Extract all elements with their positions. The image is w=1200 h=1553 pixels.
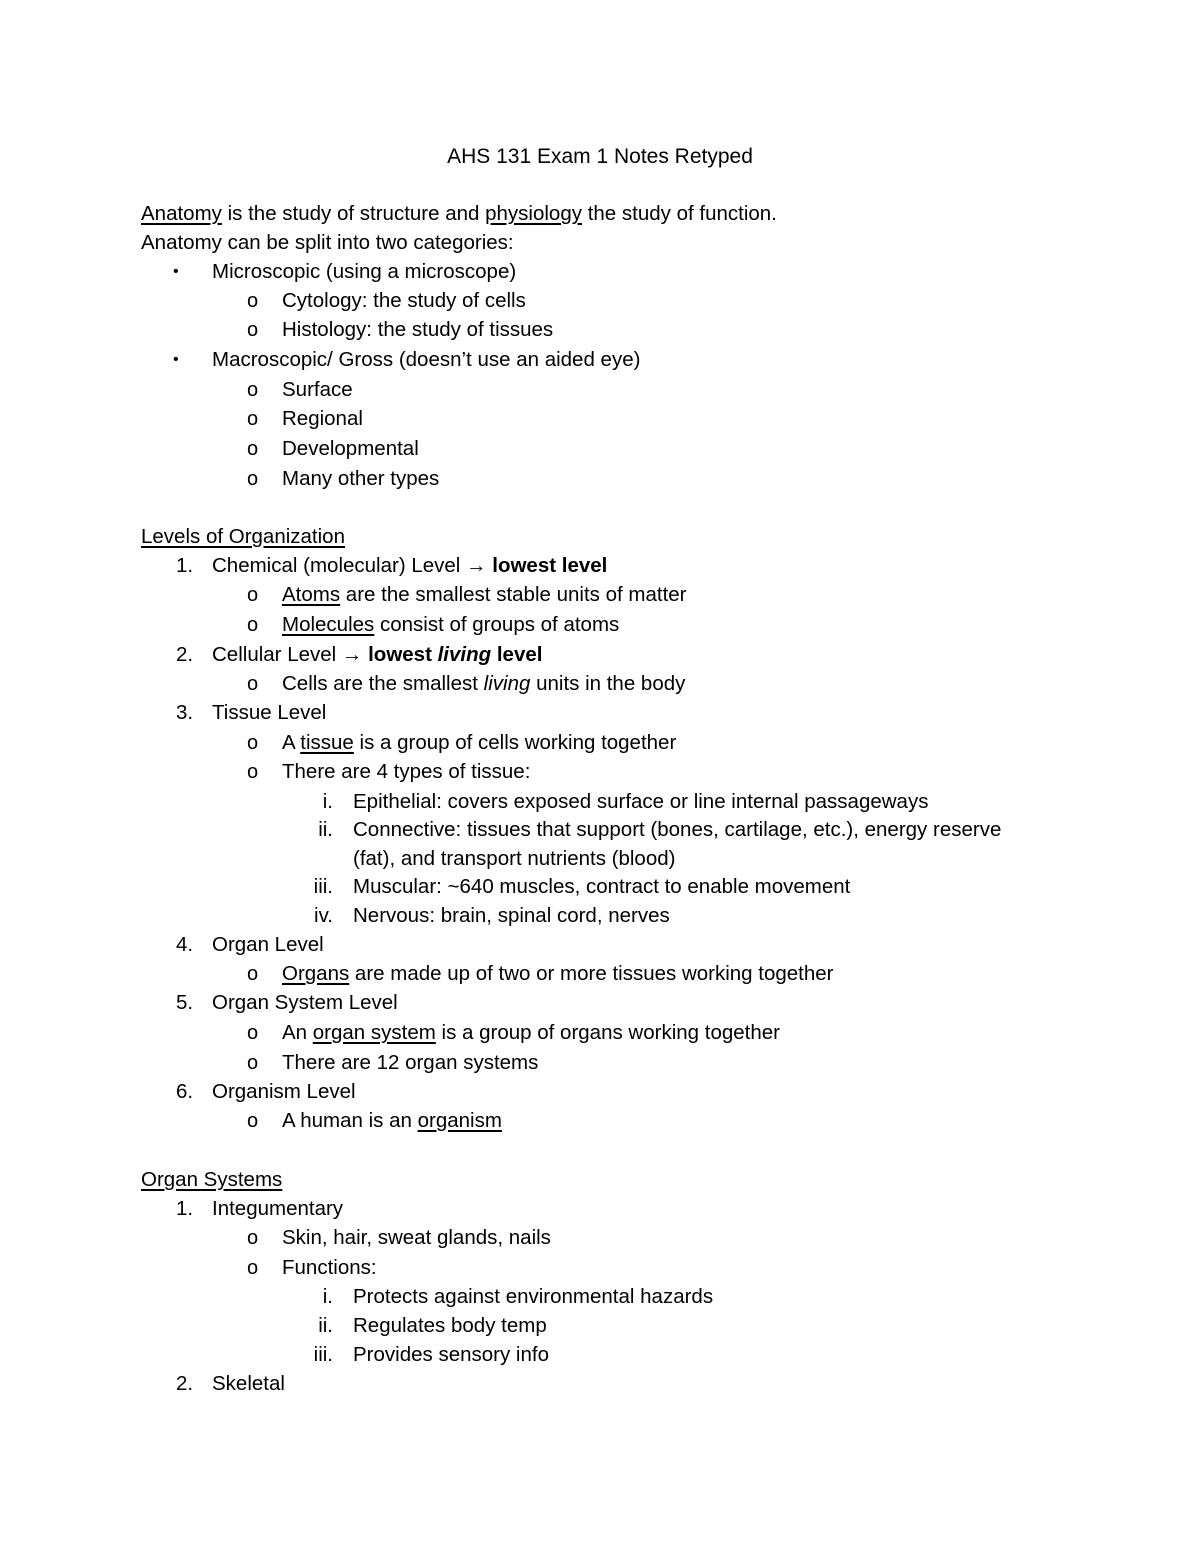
item-text: is a group of cells working together xyxy=(353,731,677,754)
sub-bullet-marker: o xyxy=(247,290,259,312)
list-item: There are 4 types of tissue: xyxy=(282,760,531,783)
arrow-icon: → xyxy=(341,643,363,666)
list-item: Histology: the study of tissues xyxy=(282,318,554,341)
item-text: is a group of organs working together xyxy=(435,1021,780,1044)
level-item xyxy=(212,556,607,577)
term-organs: Organs xyxy=(282,962,350,985)
item-text: are the smallest stable units of matter xyxy=(340,583,687,606)
list-item-continuation: (fat), and transport nutrients (blood) xyxy=(353,847,676,870)
sub-bullet-marker: o xyxy=(247,614,259,636)
list-item: Developmental xyxy=(282,437,419,460)
list-item xyxy=(282,964,834,985)
sub-bullet-marker: o xyxy=(247,963,259,985)
bullet-marker: • xyxy=(173,351,179,368)
level-emphasis: lowest level xyxy=(492,554,608,577)
item-text: A human is an xyxy=(282,1109,418,1132)
section-heading-organ-systems: Organ Systems xyxy=(141,1168,283,1191)
sub-bullet-marker: o xyxy=(247,1022,259,1044)
term-tissue: tissue xyxy=(300,731,354,754)
roman-numeral-text: iii. xyxy=(313,875,333,898)
item-text: units in the body xyxy=(530,672,686,695)
sub-bullet-marker: o xyxy=(247,761,259,783)
sub-bullet-marker: o xyxy=(247,408,259,430)
list-number: 3. xyxy=(176,701,194,724)
roman-numeral-text: iv. xyxy=(314,904,333,927)
arrow-icon: → xyxy=(466,554,487,577)
sub-bullet-marker: o xyxy=(247,468,259,490)
level-item xyxy=(212,645,542,666)
list-item: Many other types xyxy=(282,467,440,490)
bullet-marker: • xyxy=(173,263,179,280)
list-item xyxy=(282,733,676,754)
item-text: are made up of two or more tissues working together xyxy=(349,962,834,985)
list-item xyxy=(282,585,687,606)
term-atoms: Atoms xyxy=(282,583,341,606)
sub-bullet-marker: o xyxy=(247,584,259,606)
item-text: consist of groups of atoms xyxy=(374,613,620,636)
term-organism: organism xyxy=(417,1109,502,1132)
list-number: 2. xyxy=(176,1372,194,1395)
list-item: Epithelial: covers exposed surface or line internal passageways xyxy=(353,790,929,813)
sub-bullet-marker: o xyxy=(247,1052,259,1074)
level-emphasis: living xyxy=(437,643,492,666)
list-item xyxy=(282,1023,780,1044)
list-item: Connective: tissues that support (bones, cartilage, etc.), energy reserve xyxy=(353,818,1002,841)
item-text: Cells are the smallest xyxy=(282,672,484,695)
item-text: A xyxy=(282,731,301,754)
list-item xyxy=(282,1111,502,1132)
list-number: 6. xyxy=(176,1080,194,1103)
intro-text: is the study of structure and xyxy=(221,202,486,225)
list-item: Nervous: brain, spinal cord, nerves xyxy=(353,904,670,927)
sub-bullet-marker: o xyxy=(247,379,259,401)
system-item: Skeletal xyxy=(212,1372,285,1395)
list-item: Functions: xyxy=(282,1256,377,1279)
term-physiology: physiology xyxy=(485,202,582,225)
intro-text: the study of function. xyxy=(582,202,777,225)
list-item: Surface xyxy=(282,378,353,401)
list-item: Skin, hair, sweat glands, nails xyxy=(282,1226,551,1249)
sub-bullet-marker: o xyxy=(247,673,259,695)
list-item: Macroscopic/ Gross (doesn’t use an aided eye) xyxy=(212,348,641,371)
list-item xyxy=(282,615,619,636)
level-emphasis: lowest xyxy=(368,643,438,666)
sub-bullet-marker: o xyxy=(247,1110,259,1132)
list-number: 5. xyxy=(176,991,194,1014)
list-number: 1. xyxy=(176,554,194,577)
sub-bullet-marker: o xyxy=(247,1257,259,1279)
roman-numeral-text: ii. xyxy=(318,1314,333,1337)
item-text: An xyxy=(282,1021,313,1044)
level-item: Tissue Level xyxy=(212,701,327,724)
list-item: Protects against environmental hazards xyxy=(353,1285,714,1308)
level-item: Organ System Level xyxy=(212,991,398,1014)
level-item: Organism Level xyxy=(212,1080,356,1103)
list-number: 4. xyxy=(176,933,194,956)
sub-bullet-marker: o xyxy=(247,319,259,341)
level-label: Chemical (molecular) Level xyxy=(212,554,467,577)
list-item xyxy=(282,674,685,695)
roman-numeral-text: iii. xyxy=(313,1343,333,1366)
list-number: 2. xyxy=(176,643,194,666)
list-item: There are 12 organ systems xyxy=(282,1051,539,1074)
roman-numeral-text: i. xyxy=(322,790,333,813)
list-item: Regulates body temp xyxy=(353,1314,547,1337)
item-emphasis: living xyxy=(483,672,531,695)
level-item: Organ Level xyxy=(212,933,324,956)
intro-categories: Anatomy can be split into two categories: xyxy=(141,231,514,254)
list-item: Provides sensory info xyxy=(353,1343,549,1366)
intro-sentence xyxy=(141,204,777,225)
list-number: 1. xyxy=(176,1197,194,1220)
list-item: Regional xyxy=(282,407,363,430)
list-item: Microscopic (using a microscope) xyxy=(212,260,517,283)
list-item: Muscular: ~640 muscles, contract to enable movement xyxy=(353,875,851,898)
level-label: Cellular Level xyxy=(212,643,342,666)
sub-bullet-marker: o xyxy=(247,1227,259,1249)
sub-bullet-marker: o xyxy=(247,732,259,754)
system-item: Integumentary xyxy=(212,1197,344,1220)
roman-numeral-text: ii. xyxy=(318,818,333,841)
document-title: AHS 131 Exam 1 Notes Retyped xyxy=(447,145,753,168)
level-emphasis: level xyxy=(491,643,543,666)
roman-numeral-text: i. xyxy=(322,1285,333,1308)
term-molecules: Molecules xyxy=(282,613,375,636)
term-organ-system: organ system xyxy=(312,1021,436,1044)
term-anatomy: Anatomy xyxy=(141,202,222,225)
section-heading-levels: Levels of Organization xyxy=(141,525,345,548)
list-item: Cytology: the study of cells xyxy=(282,289,526,312)
sub-bullet-marker: o xyxy=(247,438,259,460)
